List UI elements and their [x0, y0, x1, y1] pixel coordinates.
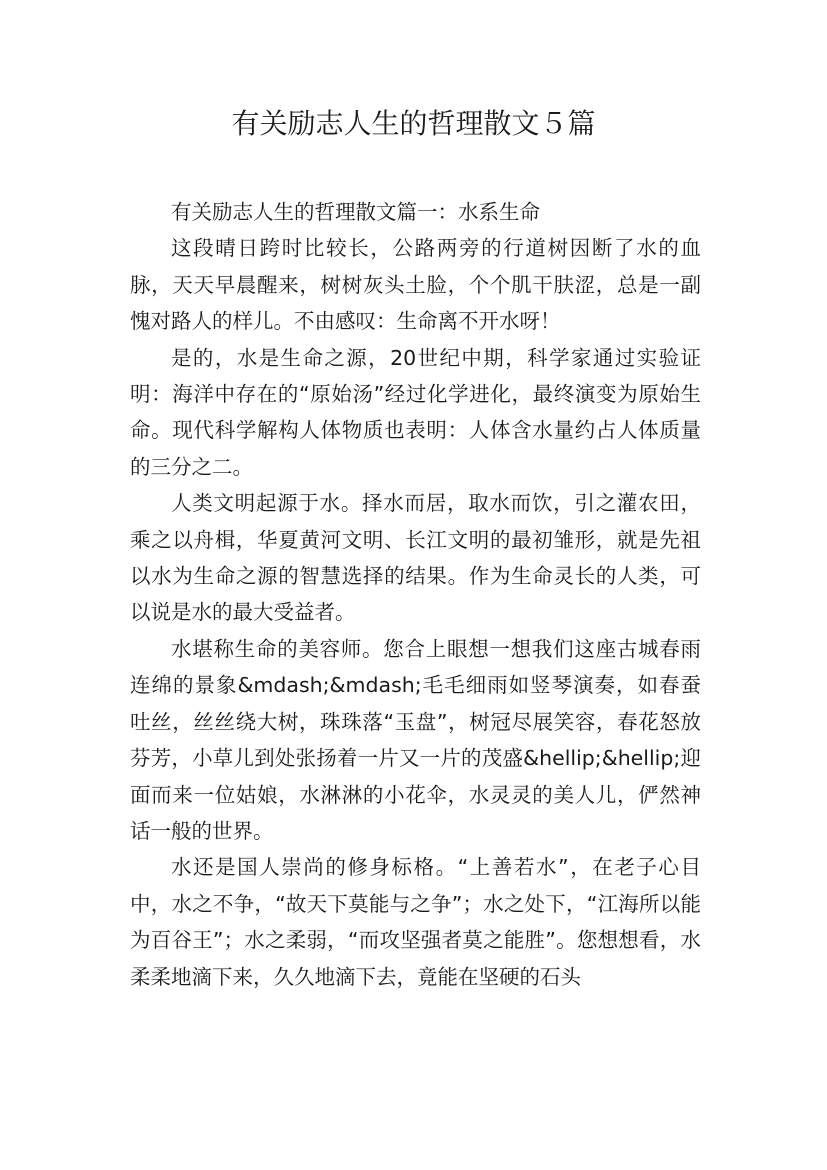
- document-title: 有关励志人生的哲理散文５篇: [231, 107, 596, 140]
- paragraph: 这段晴日跨时比较长，公路两旁的行道树因断了水的血脉，天天早晨醒来，树树灰头土脸，个个肌干肤涩，总是一副愧对路人的样儿。不由感叹：生命离不开水呀！: [130, 236, 701, 334]
- section-subheading: 有关励志人生的哲理散文篇一：水系生命: [171, 200, 540, 224]
- document-body: [130, 194, 701, 995]
- paragraph: 人类文明起源于水。择水而居，取水而饮，引之灌农田，乘之以舟楫，华夏黄河文明、长江文明的最初雏形，就是先祖以水为生命之源的智慧选择的结果。作为生命灵长的人类，可以说是水的最大受益者。: [130, 491, 701, 625]
- paragraph: 水还是国人崇尚的修身标格。“上善若水”，在老子心目中，水之不争，“故天下莫能与之争”；水之处下，“江海所以能为百谷王”；水之柔弱，“而攻坚强者莫之能胜”。您想想看，水柔柔地滴下来，久久地滴下去，竟能在坚硬的石头: [130, 855, 701, 989]
- paragraph: 水堪称生命的美容师。您合上眼想一想我们这座古城春雨连绵的景象&mdash;&mdash;毛毛细雨如竖琴演奏，如春蚕吐丝，丝丝绕大树，珠珠落“玉盘”，树冠尽展笑容，春花怒放芬芳，小草儿到处张扬着一片又一片的茂盛&hellip;&hellip;迎面而来一位姑娘，水淋淋的小花伞，水灵灵的美人儿，俨然神话一般的世界。: [130, 636, 701, 843]
- paragraph: 是的，水是生命之源，20世纪中期，科学家通过实验证明：海洋中存在的“原始汤”经过化学进化，最终演变为原始生命。现代科学解构人体物质也表明：人体含水量约占人体质量的三分之二。: [130, 345, 701, 479]
